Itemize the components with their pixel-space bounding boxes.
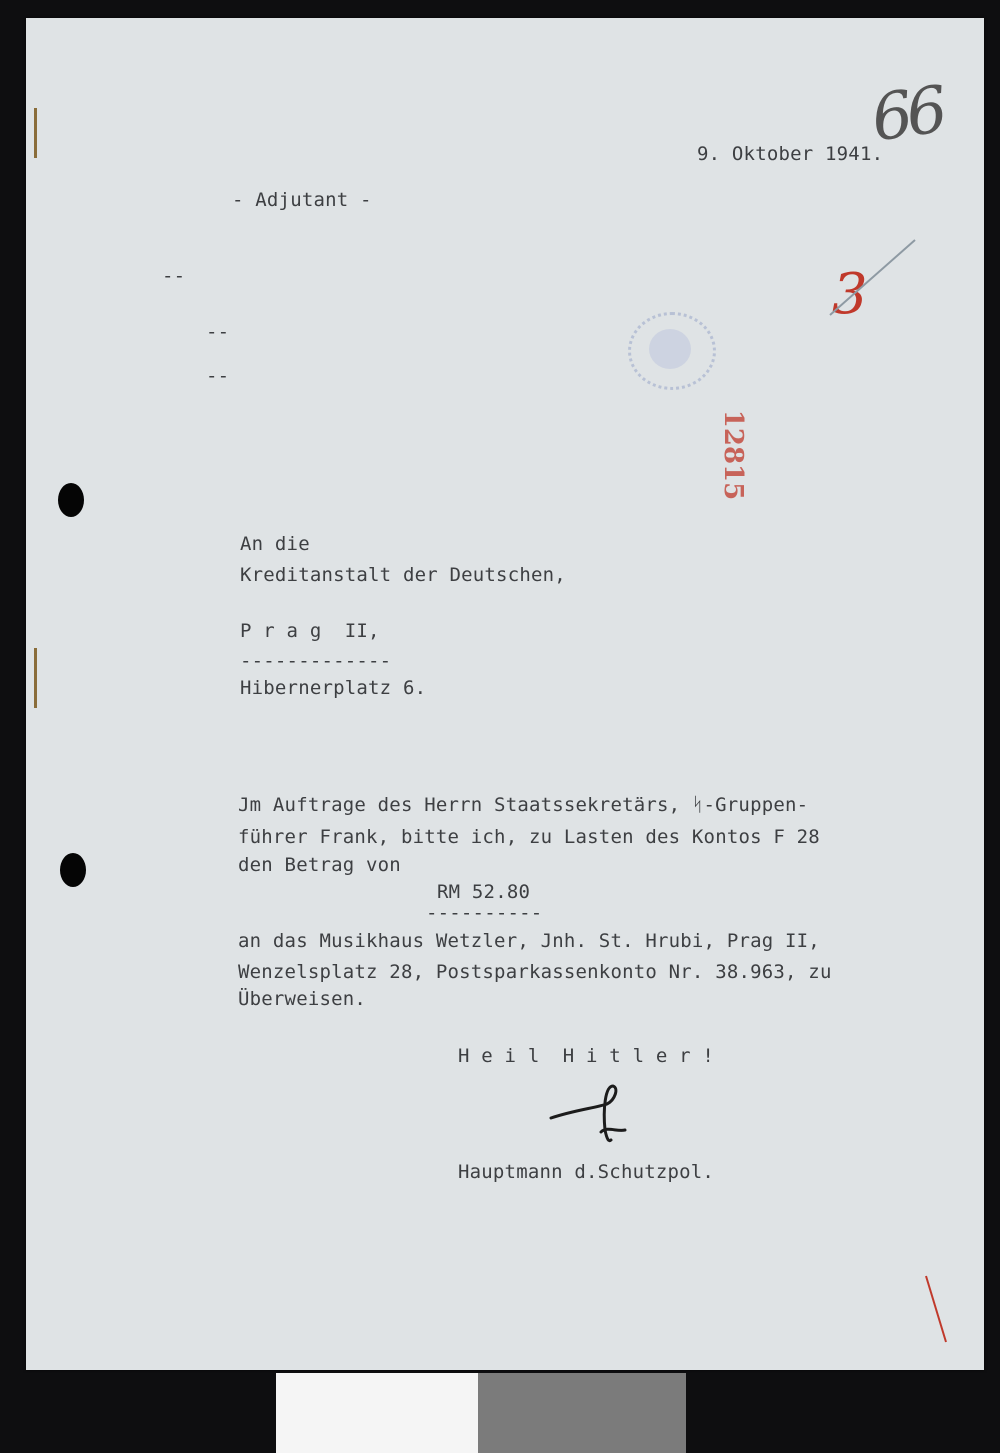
dash-line: -- bbox=[206, 321, 230, 343]
payment-amount: RM 52.80 bbox=[437, 881, 531, 903]
body-line: den Betrag von bbox=[238, 854, 401, 876]
recipient-line: Kreditanstalt der Deutschen, bbox=[240, 564, 566, 586]
body-line: Jm Auftrage des Herrn Staatssekretärs, ᛋ-Gruppen- bbox=[238, 794, 809, 816]
binding-mark-upper bbox=[34, 108, 37, 158]
handwritten-signature bbox=[545, 1080, 665, 1150]
dash-line: -- bbox=[162, 265, 186, 287]
body-line: Wenzelsplatz 28, Postsparkassenkonto Nr. 38.963, zu bbox=[238, 961, 832, 983]
body-line: führer Frank, bitte ich, zu Lasten des Kontos F 28 bbox=[238, 826, 820, 848]
red-stamp-number: 12815 bbox=[718, 409, 749, 501]
recipient-line: An die bbox=[240, 533, 310, 555]
punch-hole bbox=[58, 483, 84, 517]
body-line: an das Musikhaus Wetzler, Jnh. St. Hrubi, Prag II, bbox=[238, 930, 820, 952]
city-underline: ------------- bbox=[240, 650, 392, 672]
dash-line: -- bbox=[206, 365, 230, 387]
red-pencil-corner-stroke bbox=[920, 1270, 960, 1350]
signer-title: Hauptmann d.Schutzpol. bbox=[458, 1161, 715, 1183]
binding-mark-lower bbox=[34, 648, 37, 708]
closing-salutation: H e i l H i t l e r ! bbox=[458, 1045, 715, 1067]
circular-stamp bbox=[628, 312, 716, 390]
amount-underline: ---------- bbox=[426, 902, 543, 924]
red-pencil-mark: 3 bbox=[832, 262, 868, 327]
recipient-street: Hibernerplatz 6. bbox=[240, 677, 427, 699]
body-line: Überweisen. bbox=[238, 988, 367, 1010]
color-calibration-white bbox=[276, 1373, 478, 1453]
sender-line: - Adjutant - bbox=[232, 189, 372, 211]
punch-hole bbox=[60, 853, 86, 887]
recipient-city: P r a g II, bbox=[240, 620, 380, 642]
document-date: 9. Oktober 1941. bbox=[697, 143, 884, 165]
red-pencil-stroke bbox=[820, 230, 940, 330]
page-number: 66 bbox=[867, 73, 947, 157]
color-calibration-gray bbox=[478, 1373, 686, 1453]
